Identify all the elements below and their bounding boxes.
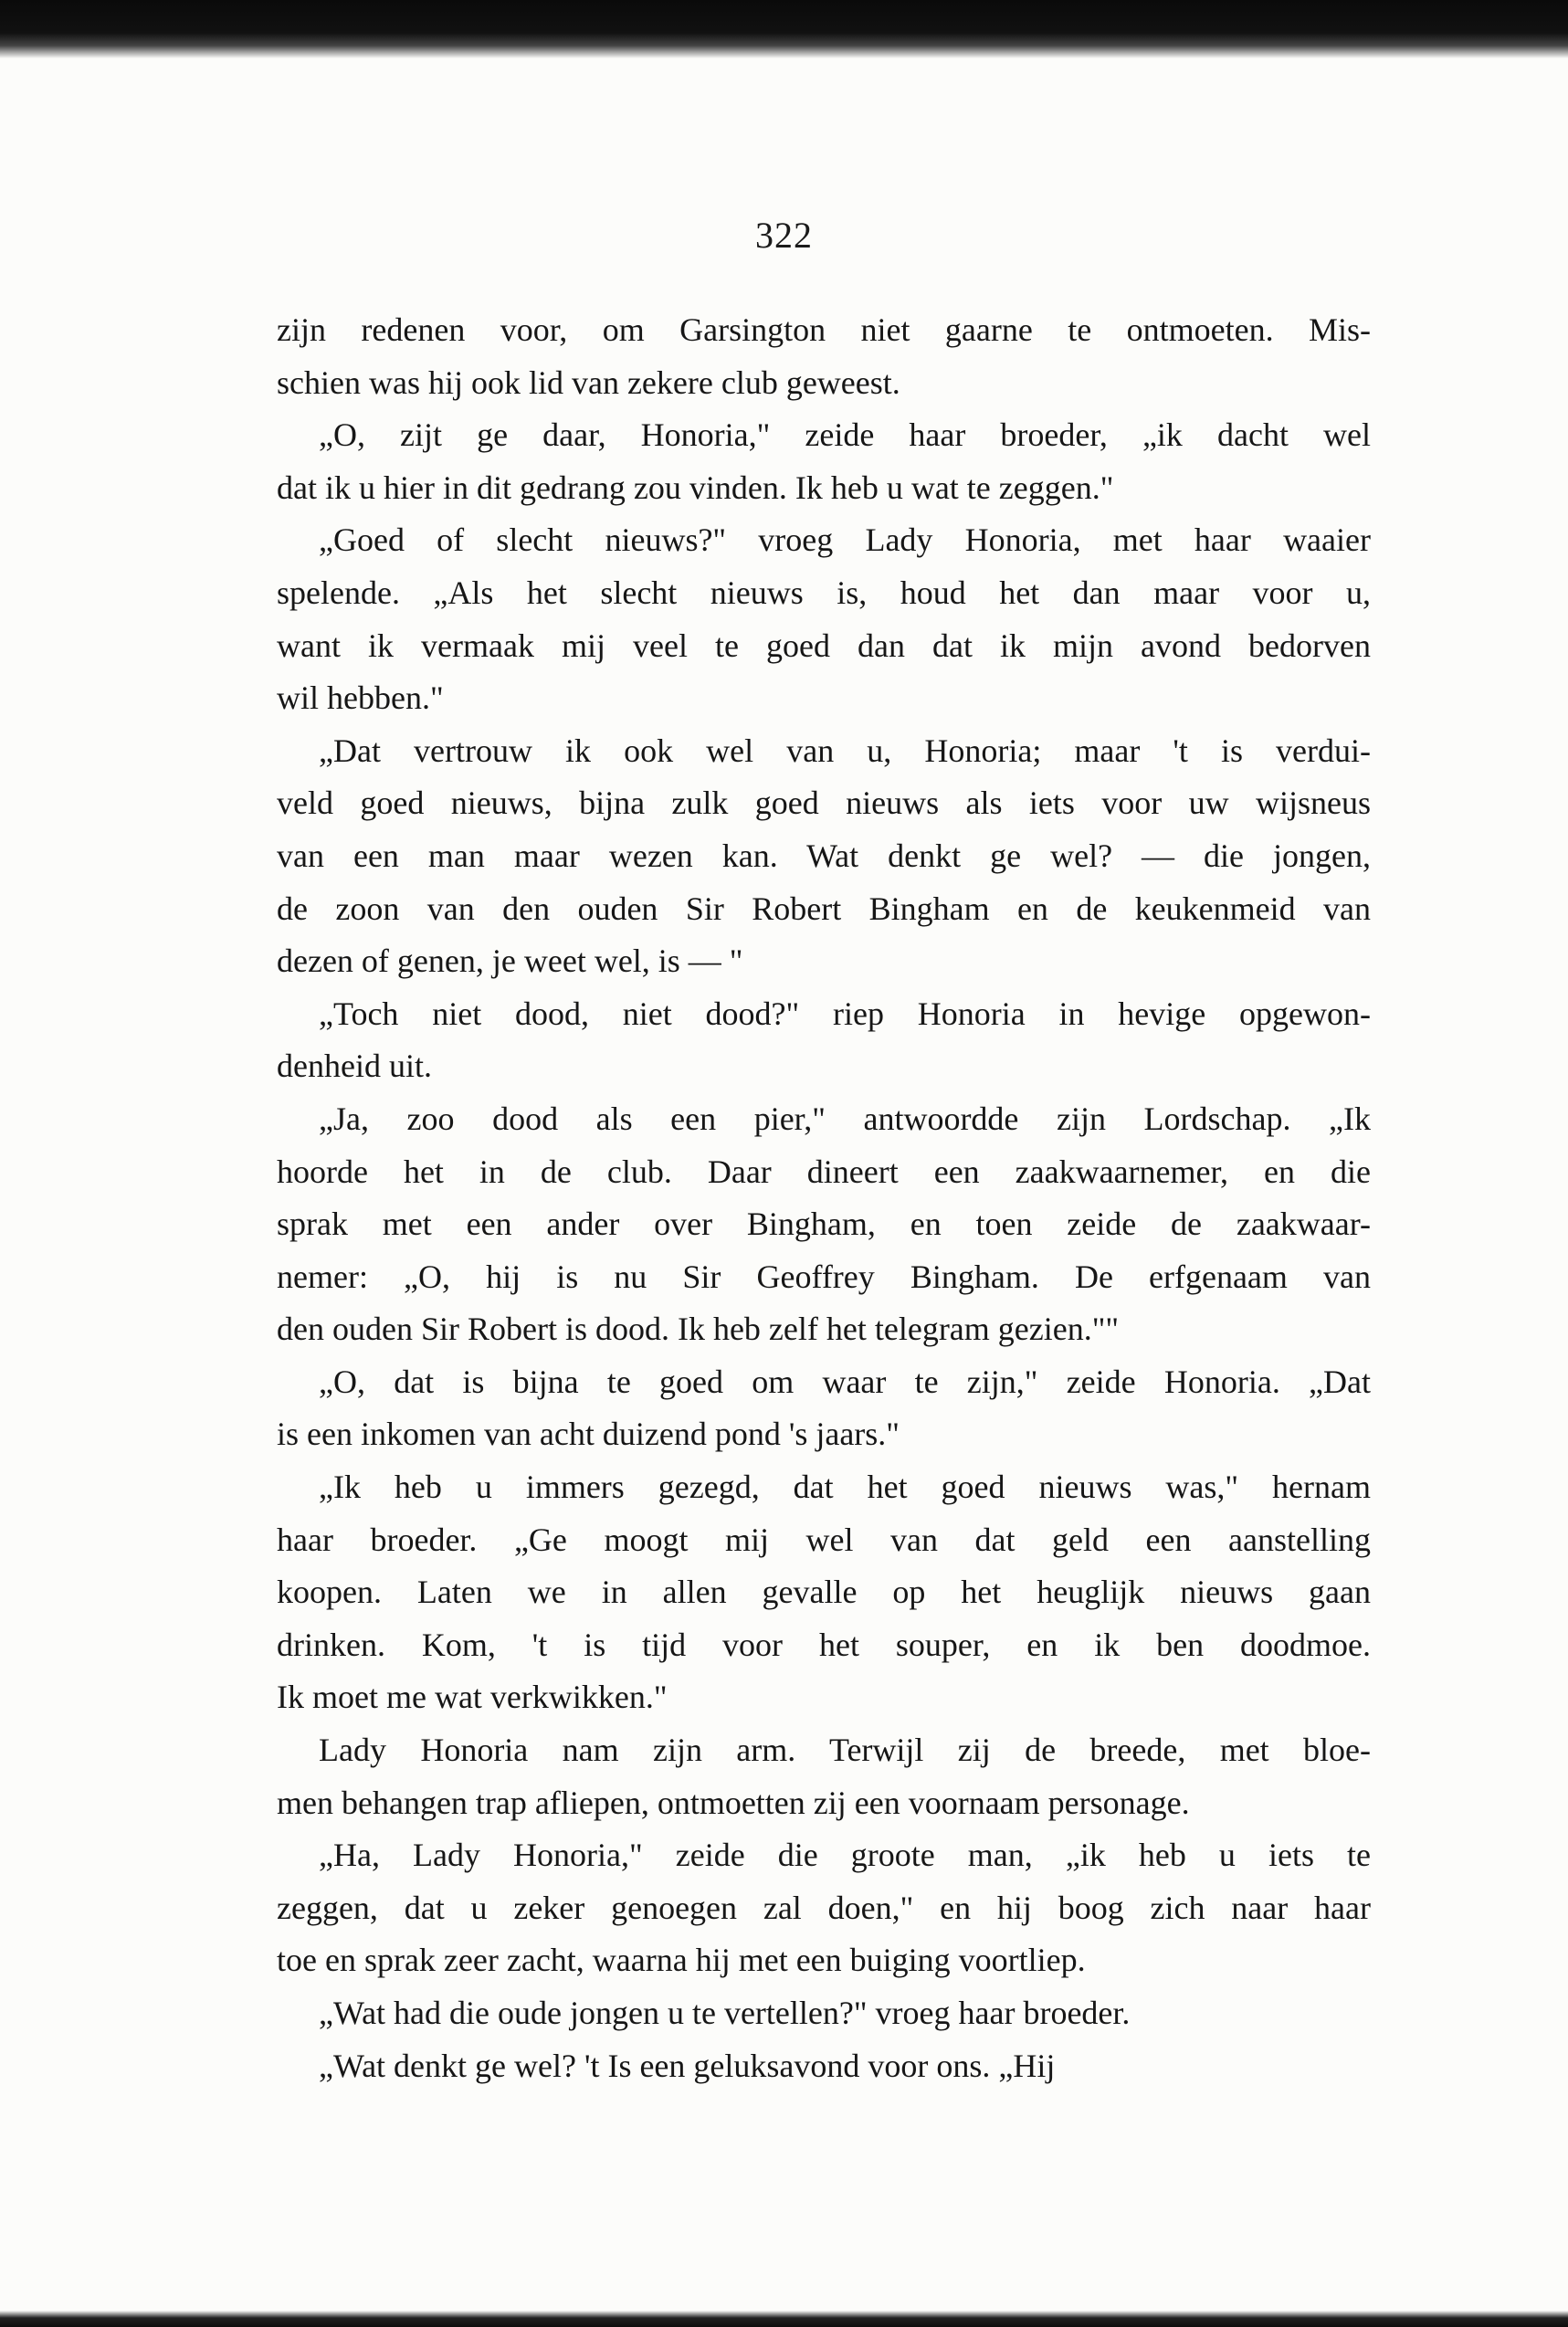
paragraph xyxy=(277,514,1371,724)
text-line: „O, zijt ge daar, Honoria," zeide haar broeder, „ik dacht wel xyxy=(319,416,1371,454)
text-line: toe en sprak zeer zacht, waarna hij met een buiging voortliep. xyxy=(277,1942,1086,1979)
paragraph xyxy=(277,2040,1371,2093)
body-text xyxy=(277,304,1371,2092)
text-line: Lady Honoria nam zijn arm. Terwijl zij de breede, met bloe- xyxy=(319,1732,1371,1769)
paragraph xyxy=(277,409,1371,514)
text-line: „Wat had die oude jongen u te vertellen?" vroeg haar broeder. xyxy=(319,1995,1131,2031)
text-line: men behangen trap afliepen, ontmoetten zij een voornaam personage. xyxy=(277,1784,1190,1821)
text-line: wil hebben." xyxy=(277,679,444,717)
text-line: „Dat vertrouw ik ook wel van u, Honoria; maar 't is verdui- xyxy=(319,732,1371,769)
text-line: drinken. Kom, 't is tijd voor het souper, en ik ben doodmoe. xyxy=(277,1626,1371,1663)
paragraph xyxy=(277,1987,1371,2040)
page-number: 322 xyxy=(755,215,813,256)
text-line: spelende. „Als het slecht nieuws is, houd het dan maar voor u, xyxy=(277,574,1371,611)
text-line: „Wat denkt ge wel? 't Is een geluksavond voor ons. „Hij xyxy=(319,2047,1056,2084)
text-line: nemer: „O, hij is nu Sir Geoffrey Bingham. De erfgenaam van xyxy=(277,1258,1371,1295)
text-line: „Ik heb u immers gezegd, dat het goed nieuws was," hernam xyxy=(319,1469,1371,1506)
text-line: „Ha, Lady Honoria," zeide die groote man, „ik heb u iets te xyxy=(319,1837,1371,1874)
text-line: is een inkomen van acht duizend pond 's jaars." xyxy=(277,1416,900,1453)
text-line: Ik moet me wat verkwikken." xyxy=(277,1679,668,1716)
text-line: veld goed nieuws, bijna zulk goed nieuws als iets voor uw wijsneus xyxy=(277,784,1371,822)
text-line: hoorde het in de club. Daar dineert een zaakwaarnemer, en die xyxy=(277,1153,1371,1190)
text-line: koopen. Laten we in allen gevalle op het heuglijk nieuws gaan xyxy=(277,1574,1371,1611)
paragraph xyxy=(277,1461,1371,1724)
paragraph xyxy=(277,988,1371,1093)
text-line: de zoon van den ouden Sir Robert Bingham en de keukenmeid van xyxy=(277,890,1371,927)
text-line: schien was hij ook lid van zekere club geweest. xyxy=(277,363,900,401)
text-line: zeggen, dat u zeker genoegen zal doen," en hij boog zich naar haar xyxy=(277,1889,1371,1926)
text-line: „Toch niet dood, niet dood?" riep Honoria in hevige opgewon- xyxy=(319,995,1371,1032)
text-line: want ik vermaak mij veel te goed dan dat ik mijn avond bedorven xyxy=(277,626,1371,664)
text-line: van een man maar wezen kan. Wat denkt ge wel? — die jongen, xyxy=(277,837,1371,874)
scan-edge-top xyxy=(0,0,1568,58)
paragraph xyxy=(277,725,1371,988)
paragraph xyxy=(277,304,1371,409)
text-line: denheid uit. xyxy=(277,1048,432,1085)
text-line: sprak met een ander over Bingham, en toen zeide de zaakwaar- xyxy=(277,1206,1371,1243)
scan-edge-bottom xyxy=(0,2311,1568,2327)
text-line: „Ja, zoo dood als een pier," antwoordde zijn Lordschap. „Ik xyxy=(319,1100,1371,1137)
paragraph xyxy=(277,1356,1371,1461)
paragraph xyxy=(277,1093,1371,1356)
text-line: zijn redenen voor, om Garsington niet gaarne te ontmoeten. Mis- xyxy=(277,311,1371,348)
text-line: dezen of genen, je weet wel, is — " xyxy=(277,942,743,980)
paragraph xyxy=(277,1829,1371,1987)
text-line: haar broeder. „Ge moogt mij wel van dat geld een aanstelling xyxy=(277,1521,1371,1558)
text-line: „Goed of slecht nieuws?" vroeg Lady Honoria, met haar waaier xyxy=(319,521,1371,559)
text-line: dat ik u hier in dit gedrang zou vinden. Ik heb u wat te zeggen." xyxy=(277,469,1114,506)
paragraph xyxy=(277,1724,1371,1829)
text-line: den ouden Sir Robert is dood. Ik heb zelf het telegram gezien."" xyxy=(277,1311,1120,1348)
text-line: „O, dat is bijna te goed om waar te zijn," zeide Honoria. „Dat xyxy=(319,1363,1371,1400)
